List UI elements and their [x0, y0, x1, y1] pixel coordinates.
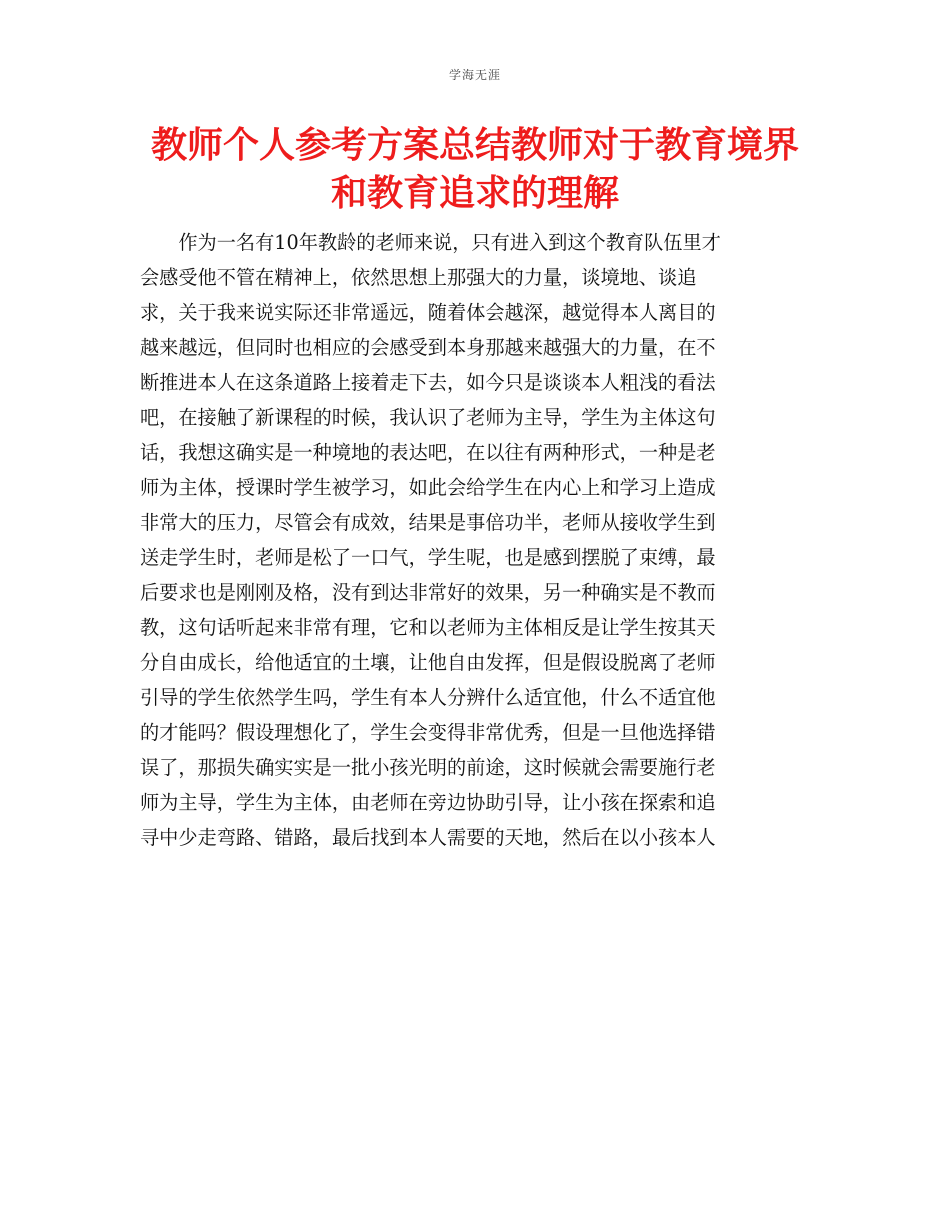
paragraph-line: 话，我想这确实是一种境地的表达吧，在以往有两种形式，一种是老: [140, 441, 716, 464]
body-paragraph: [140, 225, 820, 855]
paragraph-line: 师为主导，学生为主体，由老师在旁边协助引导，让小孩在探索和追: [140, 791, 716, 814]
paragraph-line: 会感受他不管在精神上，依然思想上那强大的力量，谈境地、谈追: [140, 266, 697, 289]
title-line: 和教育追求的理解: [330, 173, 619, 214]
page-header: 学海无涯: [448, 68, 501, 82]
paragraph-line: 断推进本人在这条道路上接着走下去，如今只是谈谈本人粗浅的看法: [140, 371, 716, 394]
paragraph-line: 师为主体，授课时学生被学习，如此会给学生在内心上和学习上造成: [140, 476, 716, 499]
paragraph-line: 越来越远，但同时也相应的会感受到本身那越来越强大的力量，在不: [140, 336, 716, 359]
paragraph-line: 非常大的压力，尽管会有成效，结果是事倍功半，老师从接收学生到: [140, 511, 716, 534]
paragraph-line: 送走学生时，老师是松了一口气，学生呢，也是感到摆脱了束缚，最: [140, 546, 716, 569]
paragraph-line: 分自由成长，给他适宜的土壤，让他自由发挥，但是假设脱离了老师: [140, 651, 716, 674]
paragraph-line: 求，关于我来说实际还非常遥远，随着体会越深，越觉得本人离目的: [140, 301, 716, 324]
paragraph-line: 吧，在接触了新课程的时候，我认识了老师为主导，学生为主体这句: [140, 406, 716, 429]
document-title: [60, 122, 890, 218]
paragraph-line: 后要求也是刚刚及格，没有到达非常好的效果，另一种确实是不教而: [140, 581, 716, 604]
paragraph-line: 引导的学生依然学生吗，学生有本人分辨什么适宜他，什么不适宜他: [140, 686, 716, 709]
paragraph-line: 误了，那损失确实实是一批小孩光明的前途，这时候就会需要施行老: [140, 756, 716, 779]
title-line: 教师个人参考方案总结教师对于教育境界: [150, 125, 799, 166]
paragraph-line: 寻中少走弯路、错路，最后找到本人需要的天地，然后在以小孩本人: [140, 826, 716, 849]
paragraph-line: 作为一名有10年教龄的老师来说，只有进入到这个教育队伍里才: [140, 231, 721, 254]
paragraph-line: 的才能吗？假设理想化了，学生会变得非常优秀，但是一旦他选择错: [140, 721, 716, 744]
paragraph-line: 教，这句话听起来非常有理，它和以老师为主体相反是让学生按其天: [140, 616, 716, 639]
